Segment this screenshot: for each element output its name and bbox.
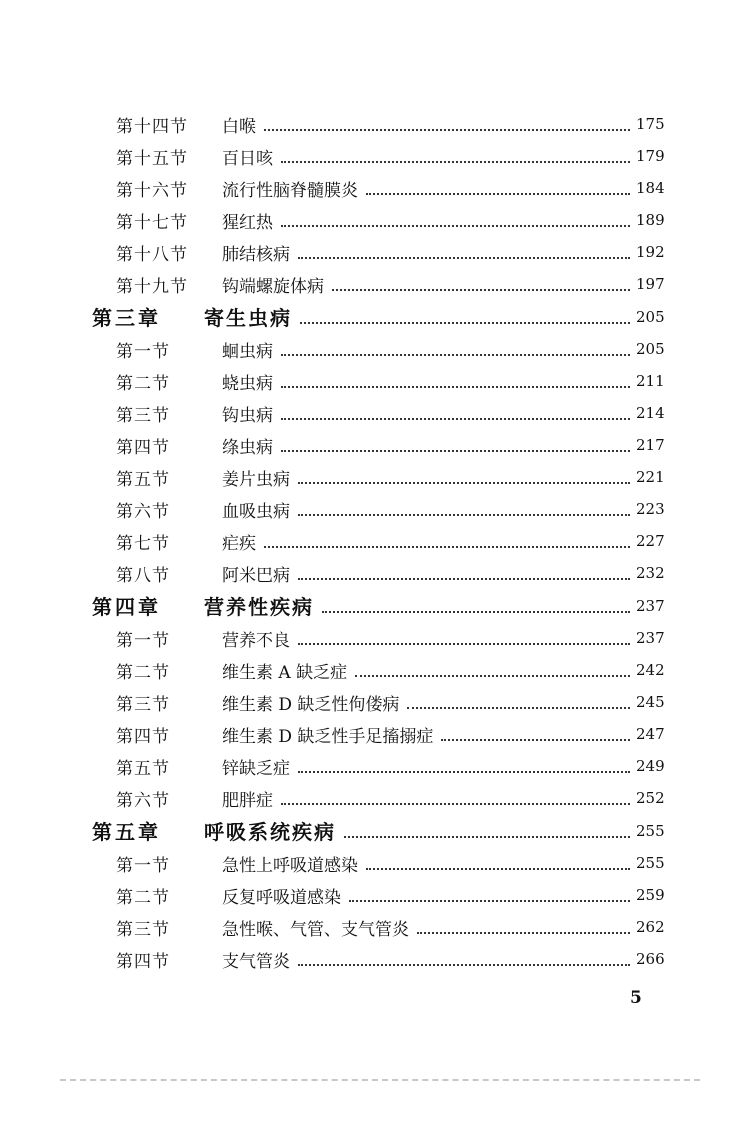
toc-section-entry bbox=[0, 493, 754, 525]
entry-page-number: 184 bbox=[636, 179, 665, 197]
entry-label: 第三节 bbox=[116, 919, 170, 940]
dot-leader bbox=[441, 737, 630, 741]
toc-section-entry bbox=[0, 686, 754, 718]
entry-label: 第二节 bbox=[116, 887, 170, 908]
dot-leader bbox=[281, 223, 630, 227]
entry-title: 急性上呼吸道感染 bbox=[222, 855, 358, 876]
dot-leader bbox=[281, 352, 630, 356]
entry-title: 维生素 D 缺乏性手足搐搦症 bbox=[222, 726, 434, 747]
entry-title: 维生素 A 缺乏症 bbox=[222, 662, 348, 683]
entry-title: 血吸虫病 bbox=[222, 501, 290, 522]
entry-label: 第十四节 bbox=[116, 116, 188, 137]
entry-title: 急性喉、气管、支气管炎 bbox=[222, 919, 409, 940]
entry-label: 第十八节 bbox=[116, 244, 188, 265]
dot-leader bbox=[355, 673, 630, 677]
dot-leader bbox=[281, 448, 630, 452]
entry-label: 第七节 bbox=[116, 533, 170, 554]
dot-leader bbox=[407, 705, 630, 709]
toc-section-entry bbox=[0, 333, 754, 365]
toc-section-entry bbox=[0, 718, 754, 750]
entry-page-number: 259 bbox=[636, 886, 665, 904]
toc-section-entry bbox=[0, 879, 754, 911]
entry-label: 第一节 bbox=[116, 630, 170, 651]
entry-page-number: 192 bbox=[636, 243, 665, 261]
entry-title: 猩红热 bbox=[222, 212, 273, 233]
entry-label: 第三节 bbox=[116, 694, 170, 715]
toc-section-entry bbox=[0, 204, 754, 236]
toc-section-entry bbox=[0, 750, 754, 782]
toc-section-entry bbox=[0, 525, 754, 557]
entry-title: 百日咳 bbox=[222, 148, 273, 169]
entry-title: 白喉 bbox=[222, 116, 256, 137]
entry-page-number: 214 bbox=[636, 404, 665, 422]
entry-title: 蛔虫病 bbox=[222, 341, 273, 362]
dot-leader bbox=[281, 159, 630, 163]
entry-page-number: 255 bbox=[636, 821, 665, 840]
entry-title: 蛲虫病 bbox=[222, 373, 273, 394]
entry-page-number: 242 bbox=[636, 661, 665, 679]
entry-page-number: 247 bbox=[636, 725, 665, 743]
dot-leader bbox=[264, 544, 630, 548]
toc-section-entry bbox=[0, 429, 754, 461]
entry-title: 绦虫病 bbox=[222, 437, 273, 458]
dot-leader bbox=[281, 416, 630, 420]
dot-leader bbox=[298, 576, 630, 580]
entry-page-number: 249 bbox=[636, 757, 665, 775]
entry-title: 反复呼吸道感染 bbox=[222, 887, 341, 908]
entry-title: 营养不良 bbox=[222, 630, 290, 651]
toc-section-entry bbox=[0, 236, 754, 268]
dot-leader bbox=[366, 866, 630, 870]
entry-title: 锌缺乏症 bbox=[222, 758, 290, 779]
entry-label: 第五节 bbox=[116, 469, 170, 490]
entry-page-number: 175 bbox=[636, 115, 665, 133]
entry-page-number: 245 bbox=[636, 693, 665, 711]
entry-page-number: 266 bbox=[636, 950, 665, 968]
toc-section-entry bbox=[0, 557, 754, 589]
table-of-contents bbox=[0, 108, 754, 975]
entry-label: 第六节 bbox=[116, 790, 170, 811]
toc-section-entry bbox=[0, 397, 754, 429]
entry-title: 疟疾 bbox=[222, 533, 256, 554]
entry-label: 第三节 bbox=[116, 405, 170, 426]
entry-page-number: 255 bbox=[636, 854, 665, 872]
entry-page-number: 237 bbox=[636, 629, 665, 647]
toc-section-entry bbox=[0, 943, 754, 975]
dot-leader bbox=[332, 287, 630, 291]
entry-label: 第四节 bbox=[116, 951, 170, 972]
toc-section-entry bbox=[0, 172, 754, 204]
dot-leader bbox=[298, 962, 630, 966]
dot-leader bbox=[349, 898, 630, 902]
entry-page-number: 237 bbox=[636, 596, 665, 615]
toc-chapter-entry bbox=[0, 300, 754, 333]
entry-title: 流行性脑脊髓膜炎 bbox=[222, 180, 358, 201]
entry-label: 第二节 bbox=[116, 373, 170, 394]
toc-section-entry bbox=[0, 365, 754, 397]
entry-page-number: 217 bbox=[636, 436, 665, 454]
dot-leader bbox=[298, 769, 630, 773]
dot-leader bbox=[298, 512, 630, 516]
entry-title: 姜片虫病 bbox=[222, 469, 290, 490]
entry-label: 第四章 bbox=[92, 595, 161, 619]
toc-section-entry bbox=[0, 622, 754, 654]
dot-leader bbox=[300, 320, 630, 324]
toc-section-entry bbox=[0, 268, 754, 300]
scan-artifact-line bbox=[60, 1076, 700, 1081]
entry-title: 肥胖症 bbox=[222, 790, 273, 811]
entry-title: 呼吸系统疾病 bbox=[204, 820, 336, 844]
dot-leader bbox=[298, 255, 630, 259]
toc-section-entry bbox=[0, 140, 754, 172]
entry-title: 阿米巴病 bbox=[222, 565, 290, 586]
entry-title: 肺结核病 bbox=[222, 244, 290, 265]
dot-leader bbox=[281, 801, 630, 805]
toc-section-entry bbox=[0, 847, 754, 879]
entry-label: 第五章 bbox=[92, 820, 161, 844]
entry-title: 钩虫病 bbox=[222, 405, 273, 426]
dot-leader bbox=[281, 384, 630, 388]
entry-page-number: 221 bbox=[636, 468, 665, 486]
entry-page-number: 179 bbox=[636, 147, 665, 165]
entry-title: 维生素 D 缺乏性佝偻病 bbox=[222, 694, 400, 715]
entry-label: 第一节 bbox=[116, 855, 170, 876]
entry-page-number: 189 bbox=[636, 211, 665, 229]
entry-page-number: 262 bbox=[636, 918, 665, 936]
entry-label: 第十七节 bbox=[116, 212, 188, 233]
toc-chapter-entry bbox=[0, 814, 754, 847]
page-number: 5 bbox=[630, 988, 642, 1008]
entry-title: 寄生虫病 bbox=[204, 306, 292, 330]
dot-leader bbox=[298, 480, 630, 484]
entry-title: 支气管炎 bbox=[222, 951, 290, 972]
entry-page-number: 252 bbox=[636, 789, 665, 807]
entry-label: 第四节 bbox=[116, 437, 170, 458]
entry-label: 第十六节 bbox=[116, 180, 188, 201]
toc-chapter-entry bbox=[0, 589, 754, 622]
dot-leader bbox=[417, 930, 630, 934]
entry-label: 第六节 bbox=[116, 501, 170, 522]
entry-label: 第二节 bbox=[116, 662, 170, 683]
entry-label: 第十九节 bbox=[116, 276, 188, 297]
entry-page-number: 205 bbox=[636, 307, 665, 326]
entry-title: 营养性疾病 bbox=[204, 595, 314, 619]
dot-leader bbox=[366, 191, 630, 195]
toc-section-entry bbox=[0, 108, 754, 140]
entry-title: 钩端螺旋体病 bbox=[222, 276, 324, 297]
entry-page-number: 197 bbox=[636, 275, 665, 293]
entry-page-number: 205 bbox=[636, 340, 665, 358]
dot-leader bbox=[298, 641, 630, 645]
dot-leader bbox=[322, 609, 630, 613]
toc-section-entry bbox=[0, 911, 754, 943]
toc-section-entry bbox=[0, 461, 754, 493]
dot-leader bbox=[344, 834, 630, 838]
toc-section-entry bbox=[0, 782, 754, 814]
entry-label: 第十五节 bbox=[116, 148, 188, 169]
entry-page-number: 223 bbox=[636, 500, 665, 518]
entry-label: 第五节 bbox=[116, 758, 170, 779]
entry-label: 第八节 bbox=[116, 565, 170, 586]
entry-page-number: 227 bbox=[636, 532, 665, 550]
toc-section-entry bbox=[0, 654, 754, 686]
dot-leader bbox=[264, 127, 630, 131]
entry-label: 第四节 bbox=[116, 726, 170, 747]
entry-page-number: 232 bbox=[636, 564, 665, 582]
entry-label: 第一节 bbox=[116, 341, 170, 362]
entry-label: 第三章 bbox=[92, 306, 161, 330]
entry-page-number: 211 bbox=[636, 372, 665, 390]
